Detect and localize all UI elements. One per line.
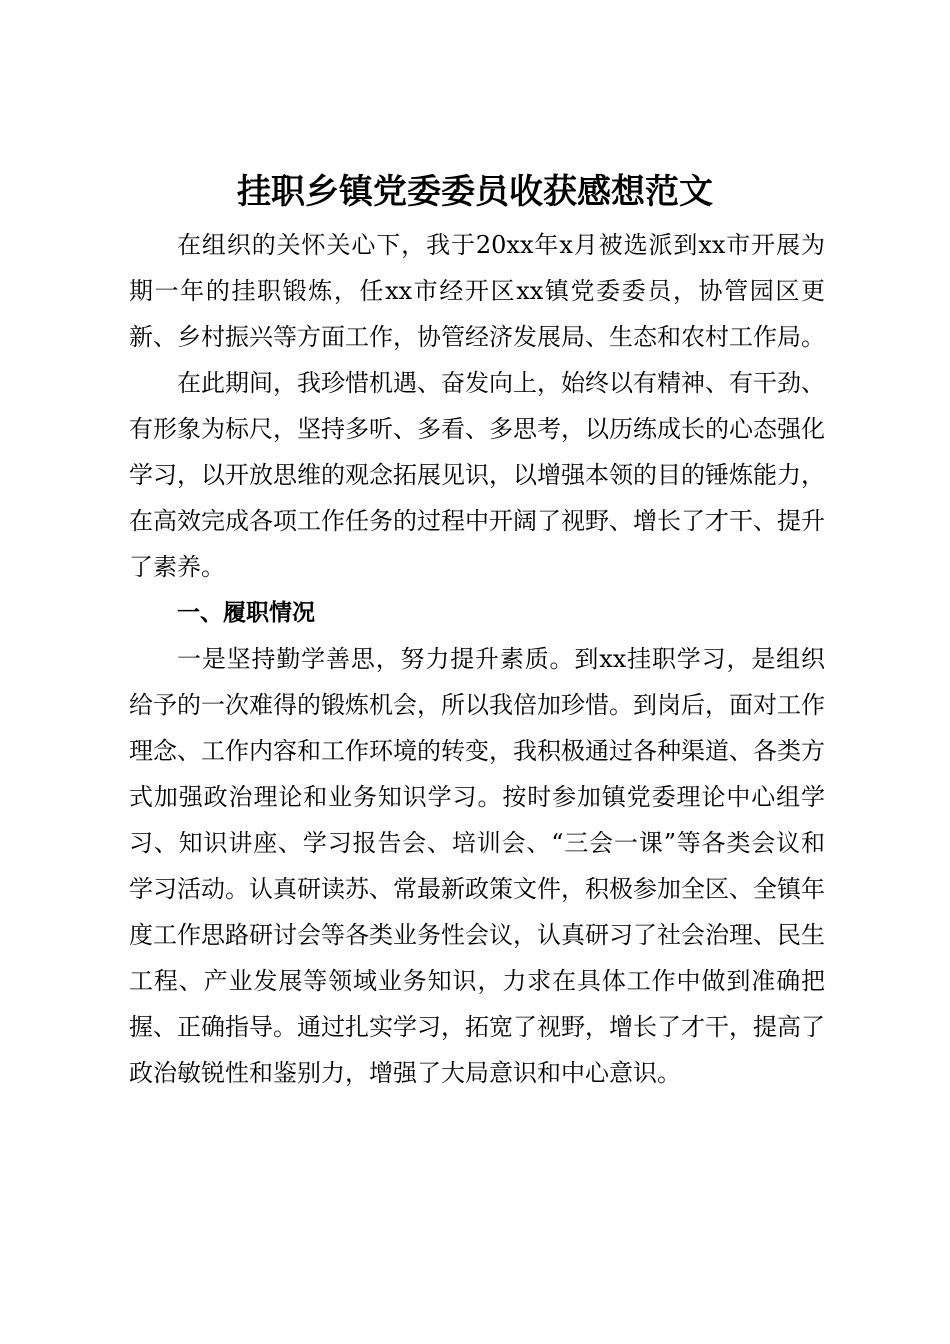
paragraph-period: 在此期间，我珍惜机遇、奋发向上，始终以有精神、有干劲、有形象为标尺，坚持多听、多看、多思考，以历练成长的心态强化学习，以开放思维的观念拓展见识，以增强本领的目的锤炼能力，在高效完成各项工作任务的过程中开阔了视野、增长了才干、提升了素养。: [129, 369, 825, 581]
section-heading: 一、履职情况: [177, 600, 315, 626]
paragraph-study: 一是坚持勤学善思，努力提升素质。到xx挂职学习，是组织给予的一次难得的锻炼机会，所以我倍加珍惜。到岗后，面对工作理念、工作内容和工作环境的转变，我积极通过各种渠道、各类方式加强政治理论和业务知识学习。按时参加镇党委理论中心组学习、知识讲座、学习报告会、培训会、“三会一课”等各类会议和学习活动。认真研读苏、常最新政策文件，积极参加全区、全镇年度工作思路研讨会等各类业务性会议，认真研习了社会治理、民生工程、产业发展等领域业务知识，力求在具体工作中做到准确把握、正确指导。通过扎实学习，拓宽了视野，增长了才干，提高了政治敏锐性和鉴别力，增强了大局意识和中心意识。: [129, 645, 825, 1087]
paragraph-intro: 在组织的关怀关心下，我于20xx年x月被选派到xx市开展为期一年的挂职锻炼，任xx市经开区xx镇党委委员，协管园区更新、乡村振兴等方面工作，协管经济发展局、生态和农村工作局。: [129, 231, 825, 351]
document-title: 挂职乡镇党委委员收获感想范文: [237, 172, 713, 212]
document-body: [129, 222, 825, 1096]
